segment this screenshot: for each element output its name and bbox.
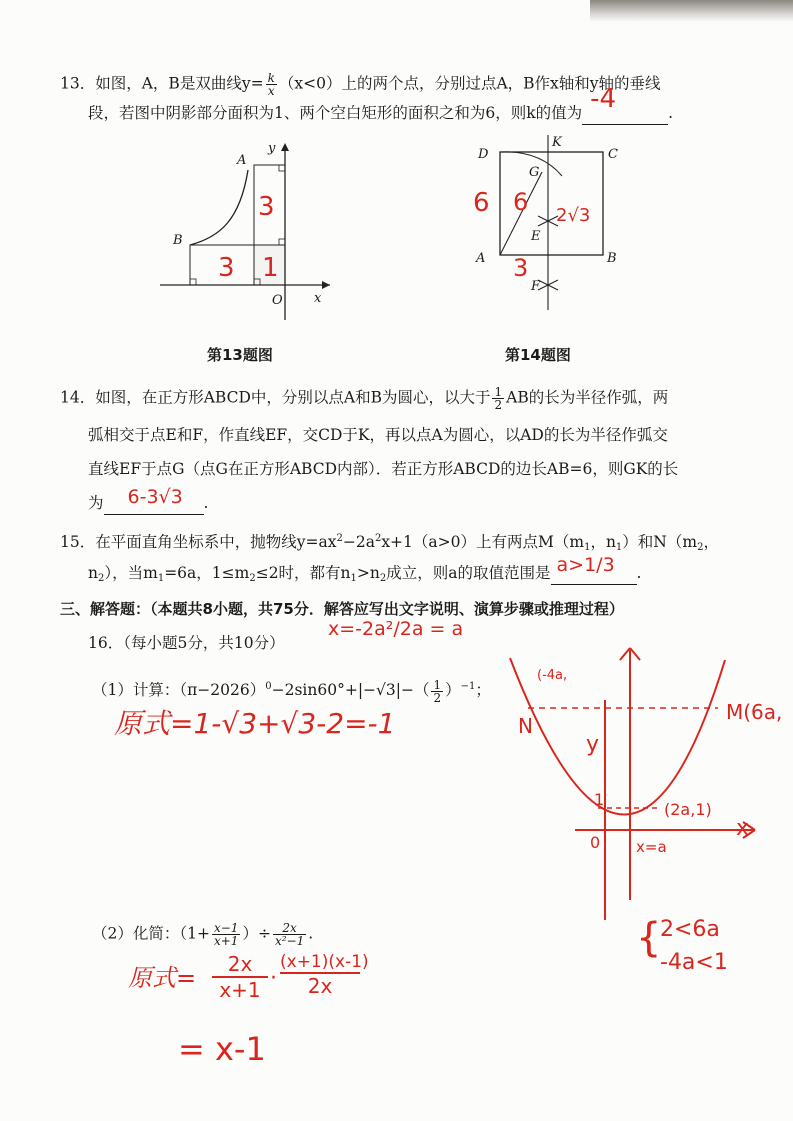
q15-line1: 15．在平面直角坐标系中，抛物线$y=ax^2-2a^2x+1(a>0)$上有两点$M(m_1$，$n_1$）和$N(m_2$， (60, 533, 719, 553)
q15-answer: a>1/3 (556, 554, 615, 576)
q16-p2-work-frac1: 2x x+1 (212, 952, 268, 1002)
q16-p2-result: = x-1 (178, 1030, 266, 1068)
fig14-label-f: F (531, 279, 541, 294)
fig13-right-angle-1 (279, 165, 285, 171)
graph-n-label: N (518, 714, 533, 738)
q14-line3: 直线EF于点G（点G在正方形ABCD内部）．若正方形ABCD的边长AB=6，则GK的长 (88, 460, 679, 478)
q16-p2-frac1: $\frac{x-1}{x+1}$ (213, 921, 239, 948)
fig14-label-e: E (531, 229, 541, 244)
fig14-label-d: D (478, 147, 489, 162)
fig14-label-a: A (476, 251, 486, 266)
section3-title: 三、解答题：（本题共8小题，共75分．解答应写出文字说明、演算步骤或推理过程） (60, 600, 624, 618)
fig13-hyperbola (190, 170, 248, 245)
fig13-right-angle-3 (190, 279, 196, 285)
q16-part1: （1）计算：$(\pi-2026)^0-2\sin 60^\circ+|-√3|-$（ $\frac{1}{2}$ ）$^{-1}$； (92, 677, 491, 705)
graph-axis-label: x=a (636, 838, 667, 856)
fig13-ink-top: 3 (258, 192, 275, 222)
q16-p1-fraction: $\frac{1}{2}$ (433, 677, 442, 705)
fig13-label-x: x (314, 291, 322, 306)
fig13-label-y: y (268, 141, 276, 156)
fig14-label-b: B (607, 251, 617, 266)
fig14-ink-root: 2√3 (556, 205, 591, 226)
graph-vertex-label: (2a,1) (664, 800, 712, 819)
graph-o-label: 0 (590, 833, 601, 852)
figure-14 (470, 130, 630, 320)
fig14-caption: 第14题图 (505, 346, 571, 364)
fig14-label-c: C (608, 147, 618, 162)
graph-y-label: y (586, 732, 600, 757)
ineq-1: 2<6a (660, 917, 720, 942)
q14-line1: 14．如图，在正方形ABCD中，分别以点A和B为圆心，以大于 $\frac{1}{2}$ AB的长为半径作弧，两 (60, 385, 669, 412)
q16-part2: （2）化简：（1+ $\frac{x-1}{x+1}$ ）÷ $\frac{2x}{\text{x²−1}}$ . (92, 921, 314, 948)
fig13-label-b: B (173, 233, 183, 248)
fig14-ink-base: 3 (513, 254, 529, 282)
q16-p2-dot: · (270, 966, 277, 991)
q13-line1: 13．如图，A，B是双曲线y= $\frac{k}{x}$ （x<0）上的两个点，分别过点A，B作x轴和y轴的垂线 (60, 71, 661, 98)
ineq-2: -4a<1 (660, 950, 728, 975)
q13-fraction: $\frac{k}{x}$ (267, 71, 275, 98)
q16-p1-work: 原式=1-√3+√3-2=-1 (114, 707, 396, 740)
graph-n-coord: (-4a, (537, 668, 568, 683)
brace-icon: { (636, 915, 662, 961)
graph-m-label: M(6a, (726, 700, 783, 724)
fig14-ink-diag: 6 (513, 188, 529, 216)
graph-x-label: x (736, 816, 750, 841)
q13-line2: 段，若图中阴影部分面积为1、两个空白矩形的面积之和为6，则k的值为 -4 . (88, 102, 673, 125)
fig14-ink-side: 6 (473, 188, 490, 218)
vertex-x-note: x=-2a²/2a = a (328, 618, 464, 640)
graph-y-arrow-l (620, 648, 630, 660)
fig13-y-arrow (281, 143, 289, 151)
q16-header: 16．（每小题5分，共10分） (88, 634, 285, 652)
q16-p2-prefix: 原式= (128, 964, 197, 992)
fig13-label-a: A (237, 153, 247, 168)
graph-y-arrow-r (630, 648, 640, 660)
fig13-ink-left: 3 (218, 253, 235, 283)
fig13-right-angle-2 (279, 239, 285, 245)
fig14-label-k: K (552, 135, 562, 150)
q13-answer: -4 (590, 84, 617, 114)
fig13-ink-right: 1 (262, 253, 279, 283)
q14-fraction: $\frac{1}{2}$ (494, 385, 503, 412)
fig13-x-arrow (322, 281, 330, 289)
fig13-caption: 第13题图 (207, 346, 273, 364)
scan-shadow (590, 0, 793, 22)
parabola-graph (500, 640, 793, 930)
q14-answer: 6-3√3 (127, 486, 183, 508)
q16-p2-frac2: $\frac{2x}{\text{x²−1}}$ (274, 921, 305, 948)
graph-one-label: 1 (594, 790, 605, 809)
q14-line2: 弧相交于点E和F，作直线EF，交CD于K，再以点A为圆心，以AD的长为半径作弧交 (88, 426, 668, 444)
fig13-label-o: O (272, 293, 283, 308)
q16-p2-work-frac2: (x+1)(x-1) 2x (280, 952, 369, 998)
fig14-label-g: G (529, 165, 540, 180)
q14-line4: 为 6-3√3 . (88, 492, 208, 515)
q15-line2: $n_2$），当$m_1=6a$，$1\le m_2\le 2$时，都有$n_1>n_2$成立，则a的取值范围是 a>1/3 . (88, 554, 642, 584)
